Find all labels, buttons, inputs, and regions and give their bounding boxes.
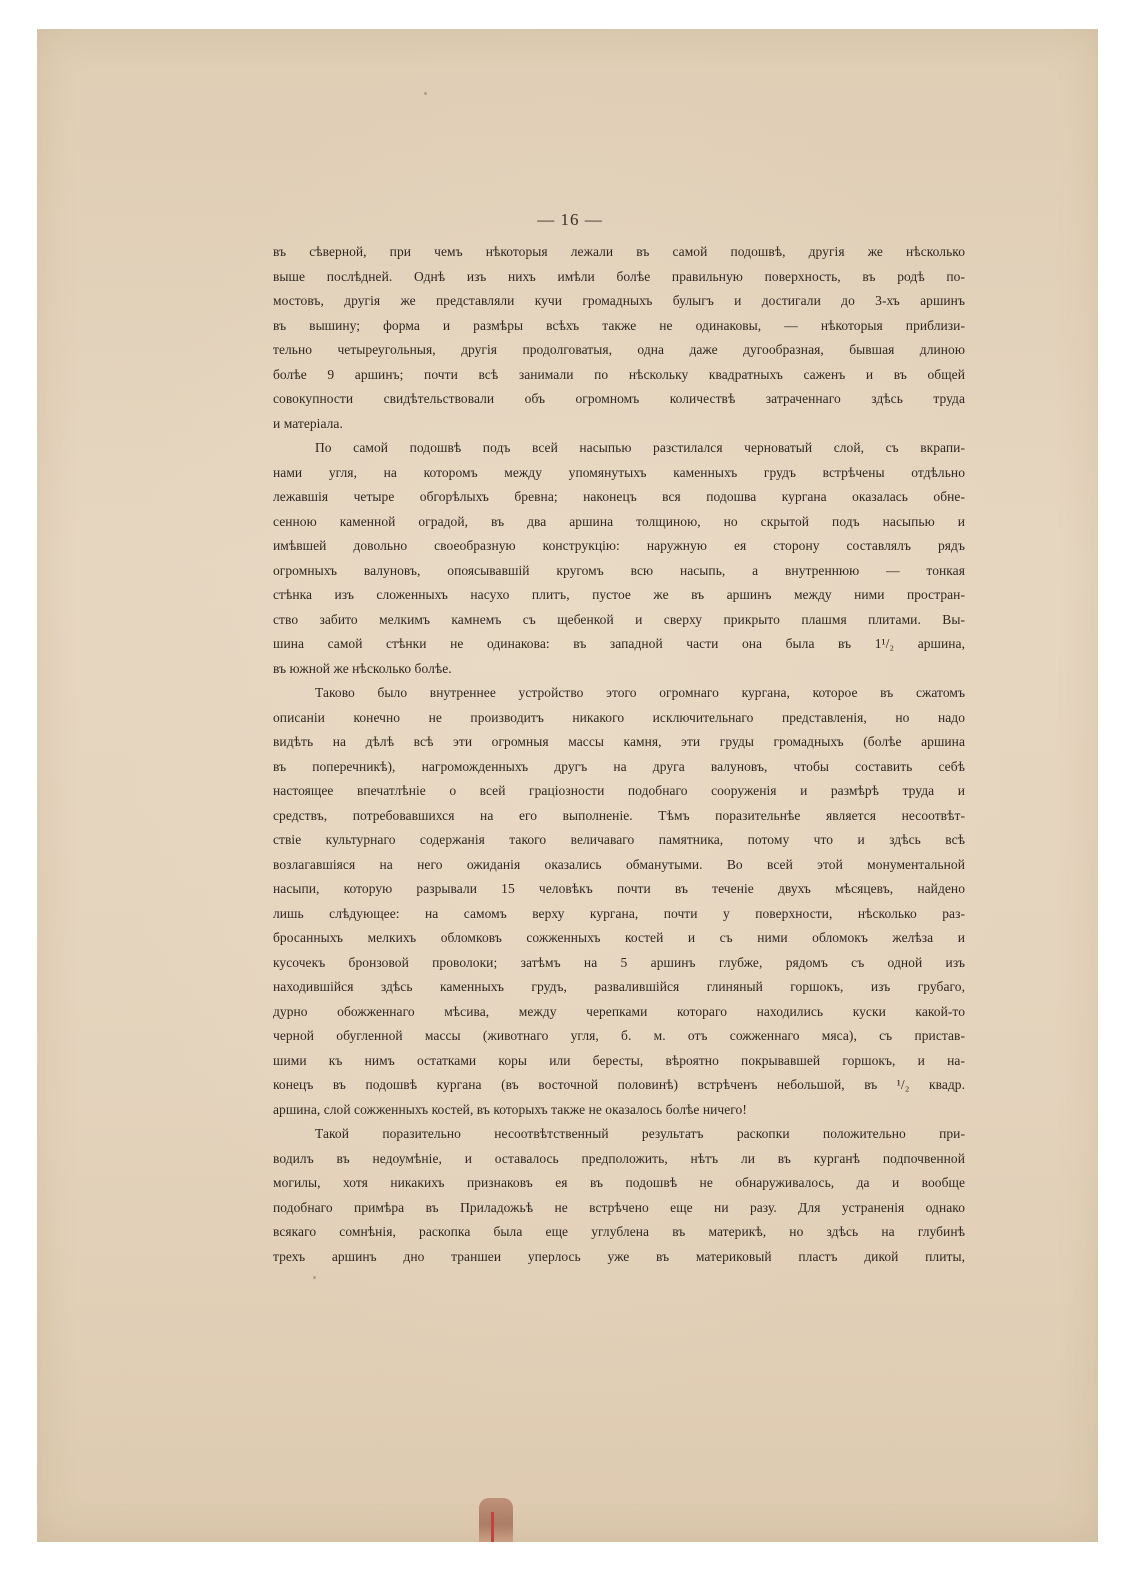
text-line: насыпи, которую разрывали 15 человѣкъ почти въ теченіе двухъ мѣсяцевъ, найдено	[273, 881, 965, 896]
text-line: имѣвшей довольно своеобразную конструкцію: наружную ея сторону составлялъ рядъ	[273, 538, 965, 553]
text-line: средствъ, потребовавшихся на его выполненіе. Тѣмъ поразительнѣе является несоотвѣт-	[273, 807, 965, 823]
text-line: нами угля, на которомъ между упомянутыхъ каменныхъ грудъ встрѣчены отдѣльно	[273, 464, 965, 480]
text-line: мостовъ, другія же представляли кучи громадныхъ булыгъ и достигали до 3-хъ аршинъ	[273, 293, 965, 308]
text-line: подобнаго примѣра въ Приладожьѣ не встрѣчено еще ни разу. Для устраненія однако	[273, 1199, 965, 1215]
text-line: возлагавшіяся на него ожиданія оказались обманутыми. Во всей этой монументальной	[273, 856, 965, 872]
text-line: черной обугленной массы (животнаго угля, б. м. отъ сожженнаго мяса), съ пристав-	[273, 1028, 965, 1043]
paragraph-start-line: Такой поразительно несоотвѣтственный результатъ раскопки положительно при-	[315, 1126, 965, 1141]
text-line: видѣть на дѣлѣ всѣ эти огромныя массы камня, эти груды громадныхъ (болѣе аршина	[273, 734, 965, 749]
paragraph-start-line: По самой подошвѣ подъ всей насыпью разстилался черноватый слой, съ вкрапи-	[315, 440, 965, 455]
text-line: въ поперечникѣ), нагроможденныхъ другъ на друга валуновъ, чтобы составить себѣ	[273, 758, 965, 774]
text-line: лишь слѣдующее: на самомъ верху кургана, почти у поверхности, нѣсколько раз-	[273, 905, 965, 921]
text-line: аршина, слой сожженныхъ костей, въ которыхъ также не оказалось болѣе ничего!	[273, 1101, 747, 1117]
text-line: всякаго сомнѣнія, раскопка была еще углублена въ материкѣ, но здѣсь на глубинѣ	[273, 1224, 965, 1239]
text-line: огромныхъ валуновъ, опоясывавшій кругомъ всю насыпь, а внутреннюю — тонкая	[273, 562, 965, 578]
text-line: водилъ въ недоумѣніе, и оставалось предположить, нѣтъ ли въ курганѣ подпочвенной	[273, 1150, 965, 1166]
text-line: шими къ нимъ остатками коры или бересты, вѣроятно покрывавшей горшокъ, и на-	[273, 1052, 965, 1068]
paragraph-start-line: Таково было внутреннее устройство этого огромнаго кургана, которое въ сжатомъ	[315, 685, 965, 700]
text-line: бросанныхъ мелкихъ обломковъ сожженныхъ костей и съ ними обломокъ желѣза и	[273, 930, 965, 945]
text-line: въ вышину; форма и размѣры всѣхъ также не одинаковы, — нѣкоторыя приблизи-	[273, 317, 965, 333]
paper-speck	[313, 1276, 316, 1279]
text-line: ствіе культурнаго содержанія такого величаваго памятника, потому что и здѣсь всѣ	[273, 832, 965, 847]
paper-speck	[424, 92, 427, 95]
text-line: описаніи конечно не производитъ никакого исключительнаго представленія, но надо	[273, 709, 965, 725]
text-line: лежавшія четыре обгорѣлыхъ бревна; наконецъ вся подошва кургана оказалась обне-	[273, 489, 965, 504]
text-line: въ южной же нѣсколько болѣе.	[273, 660, 452, 676]
text-line: ство забито мелкимъ камнемъ съ щебенкой и сверху прикрыто плашмя плитами. Вы-	[273, 611, 965, 627]
text-line: и матеріала.	[273, 415, 343, 431]
text-line: могилы, хотя никакихъ признаковъ ея въ подошвѣ не обнаруживалось, да и вообще	[273, 1175, 965, 1190]
text-line: болѣе 9 аршинъ; почти всѣ занимали по нѣскольку квадратныхъ саженъ и въ общей	[273, 366, 965, 382]
text-line: настоящее впечатлѣніе о всей граціозности подобнаго сооруженія и размѣрѣ труда и	[273, 783, 965, 798]
page-number: — 16 —	[537, 210, 603, 229]
text-line: совокупности свидѣтельствовали объ огромномъ количествѣ затраченнаго здѣсь труда	[273, 391, 965, 406]
binding-thread-mark	[479, 1498, 513, 1542]
text-line: шина самой стѣнки не одинакова: въ западной части она была въ 1¹/₂ аршина,	[273, 636, 965, 651]
text-line: сенною каменной оградой, въ два аршина толщиною, но скрытой подъ насыпью и	[273, 513, 965, 529]
text-line: трехъ аршинъ дно траншеи уперлось уже въ материковый пластъ дикой плиты,	[273, 1248, 965, 1264]
text-line: дурно обожженнаго мѣсива, между черепками котораго находились куски какой-то	[273, 1003, 965, 1019]
text-line: въ сѣверной, при чемъ нѣкоторыя лежали въ самой подошвѣ, другія же нѣсколько	[273, 244, 965, 259]
text-line: стѣнка изъ сложенныхъ насухо плитъ, пустое же въ аршинъ между ними простран-	[273, 587, 965, 602]
text-line: кусочекъ бронзовой проволоки; затѣмъ на 5 аршинъ глубже, рядомъ съ одной изъ	[273, 954, 965, 970]
text-line: конецъ въ подошвѣ кургана (въ восточной половинѣ) встрѣченъ небольшой, въ ¹/₂ квадр.	[273, 1077, 965, 1092]
text-line: выше послѣдней. Однѣ изъ нихъ имѣли болѣе правильную поверхность, въ родѣ по-	[273, 268, 965, 284]
text-line: тельно четыреугольныя, другія продолговатыя, одна даже дугообразная, бывшая длиною	[273, 342, 965, 357]
body-text	[273, 240, 965, 1269]
text-line: находившійся здѣсь каменныхъ грудъ, развалившійся глиняный горшокъ, изъ грубаго,	[273, 979, 965, 994]
